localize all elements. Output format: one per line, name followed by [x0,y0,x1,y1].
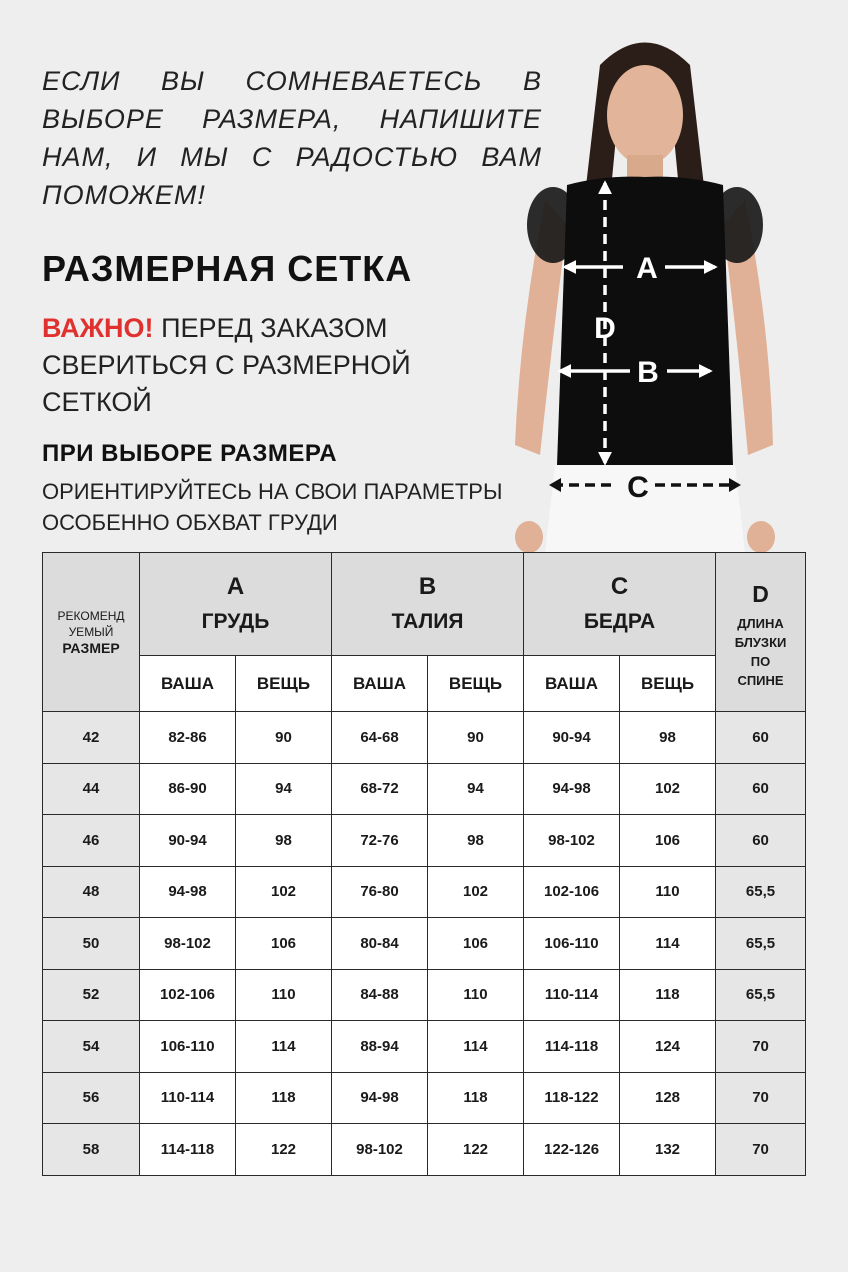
length-cell: 70 [716,1021,806,1073]
bust-yours-cell: 110-114 [140,1072,236,1124]
bust-yours-cell: 90-94 [140,815,236,867]
length-cell: 60 [716,763,806,815]
length-cell: 65,5 [716,969,806,1021]
label-b: B [637,356,659,389]
waist-yours-cell: 94-98 [332,1072,428,1124]
size-table [42,552,806,1176]
bust-item-cell: 90 [236,712,332,764]
length-cell: 65,5 [716,866,806,918]
waist-item-cell: 90 [428,712,524,764]
label-d: D [594,312,616,345]
bust-item-cell: 110 [236,969,332,1021]
size-cell: 46 [43,815,140,867]
waist-item-cell: 110 [428,969,524,1021]
table-row [43,763,806,815]
hips-yours-cell: 106-110 [524,918,620,970]
bust-item-cell: 118 [236,1072,332,1124]
subheader-yours: ВАША [140,656,236,712]
bust-item-cell: 98 [236,815,332,867]
length-cell: 60 [716,712,806,764]
header-group-c: C БЕДРА [524,553,716,656]
hips-item-cell: 128 [620,1072,716,1124]
waist-yours-cell: 64-68 [332,712,428,764]
choose-heading: ПРИ ВЫБОРЕ РАЗМЕРА [42,440,338,467]
label-c: C [627,471,649,504]
size-cell: 48 [43,866,140,918]
table-row [43,918,806,970]
table-row [43,815,806,867]
hips-item-cell: 106 [620,815,716,867]
bust-item-cell: 102 [236,866,332,918]
waist-yours-cell: 80-84 [332,918,428,970]
table-row [43,1072,806,1124]
hips-item-cell: 114 [620,918,716,970]
length-cell: 65,5 [716,918,806,970]
subheader-yours: ВАША [524,656,620,712]
hips-item-cell: 98 [620,712,716,764]
size-cell: 58 [43,1124,140,1176]
size-cell: 42 [43,712,140,764]
hips-item-cell: 118 [620,969,716,1021]
bust-item-cell: 122 [236,1124,332,1176]
table-row [43,866,806,918]
bust-yours-cell: 102-106 [140,969,236,1021]
hips-yours-cell: 110-114 [524,969,620,1021]
subheader-yours: ВАША [332,656,428,712]
page-title: РАЗМЕРНАЯ СЕТКА [42,248,413,289]
waist-item-cell: 102 [428,866,524,918]
label-a: A [636,252,658,285]
table-row [43,969,806,1021]
left-hand-shape [515,521,543,553]
header-group-a: A ГРУДЬ [140,553,332,656]
hips-item-cell: 124 [620,1021,716,1073]
subheader-item: ВЕЩЬ [236,656,332,712]
length-cell: 70 [716,1072,806,1124]
hips-yours-cell: 90-94 [524,712,620,764]
bust-item-cell: 106 [236,918,332,970]
bust-item-cell: 94 [236,763,332,815]
waist-yours-cell: 98-102 [332,1124,428,1176]
waist-yours-cell: 68-72 [332,763,428,815]
bust-yours-cell: 114-118 [140,1124,236,1176]
hips-yours-cell: 102-106 [524,866,620,918]
header-group-d: D ДЛИНА БЛУЗКИ ПО СПИНЕ [716,553,806,712]
hips-yours-cell: 122-126 [524,1124,620,1176]
hips-yours-cell: 118-122 [524,1072,620,1124]
intro-text: ЕСЛИ ВЫ СОМНЕВАЕТЕСЬ В ВЫБОРЕ РАЗМЕРА, НАПИШИТЕ НАМ, И МЫ С РАДОСТЬЮ ВАМ ПОМОЖЕМ! [42,66,542,210]
hips-item-cell: 102 [620,763,716,815]
important-label: ВАЖНО! [42,313,154,343]
waist-item-cell: 98 [428,815,524,867]
hips-item-cell: 110 [620,866,716,918]
subheader-item: ВЕЩЬ [428,656,524,712]
hips-item-cell: 132 [620,1124,716,1176]
bust-yours-cell: 106-110 [140,1021,236,1073]
waist-item-cell: 118 [428,1072,524,1124]
table-row [43,1124,806,1176]
size-cell: 54 [43,1021,140,1073]
table-row [43,1021,806,1073]
waist-item-cell: 94 [428,763,524,815]
table-row [43,712,806,764]
size-cell: 56 [43,1072,140,1124]
size-cell: 52 [43,969,140,1021]
bust-yours-cell: 82-86 [140,712,236,764]
waist-item-cell: 106 [428,918,524,970]
header-recommended-size: РЕКОМЕНД УЕМЫЙ РАЗМЕР [43,553,140,712]
hips-yours-cell: 98-102 [524,815,620,867]
right-hand-shape [747,521,775,553]
important-text: ПЕРЕД ЗАКАЗОМ СВЕРИТЬСЯ С РАЗМЕРНОЙ СЕТКОЙ [42,313,411,417]
bust-item-cell: 114 [236,1021,332,1073]
bust-yours-cell: 98-102 [140,918,236,970]
hips-yours-cell: 114-118 [524,1021,620,1073]
hips-yours-cell: 94-98 [524,763,620,815]
size-cell: 44 [43,763,140,815]
header-group-b: B ТАЛИЯ [332,553,524,656]
waist-yours-cell: 88-94 [332,1021,428,1073]
waist-yours-cell: 84-88 [332,969,428,1021]
waist-item-cell: 114 [428,1021,524,1073]
bust-yours-cell: 94-98 [140,866,236,918]
model-illustration [505,25,785,553]
top-shape [557,177,733,465]
waist-yours-cell: 76-80 [332,866,428,918]
subheader-item: ВЕЩЬ [620,656,716,712]
length-cell: 70 [716,1124,806,1176]
choose-text: ОРИЕНТИРУЙТЕСЬ НА СВОИ ПАРАМЕТРЫ ОСОБЕННО ОБХВАТ ГРУДИ [42,479,503,535]
bust-yours-cell: 86-90 [140,763,236,815]
size-cell: 50 [43,918,140,970]
waist-yours-cell: 72-76 [332,815,428,867]
face-shape [607,65,683,165]
important-note [42,310,462,421]
length-cell: 60 [716,815,806,867]
waist-item-cell: 122 [428,1124,524,1176]
